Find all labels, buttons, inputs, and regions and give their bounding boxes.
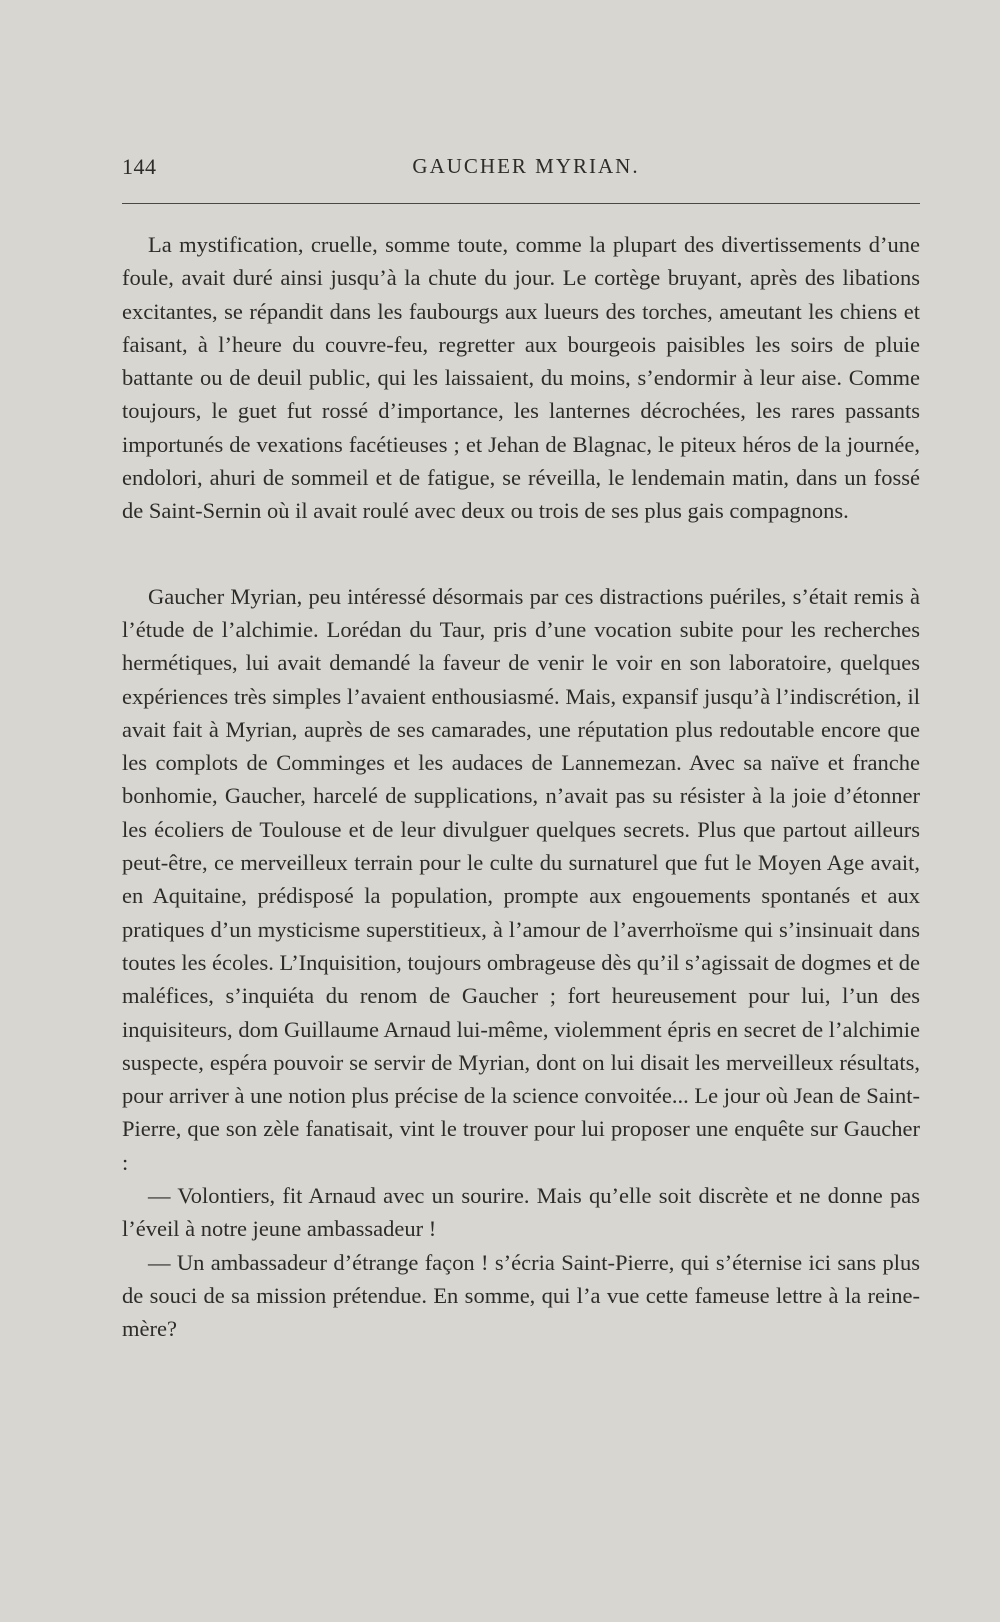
paragraph-2: Gaucher Myrian, peu intéressé désormais par ces distractions puériles, s’était remis à l’étude de l’alchimie. Lorédan du Taur, pris d’une vocation subite pour les recherches hermétiques, lui avait demandé la faveur de venir le voir en son laboratoire, quelques expériences très simples l’avaient enthousiasmé. Mais, expansif jusqu’à l’indiscrétion, il avait fait à Myrian, auprès de ses camarades, une réputation plus redoutable encore que les complots de Comminges et les audaces de Lannemezan. Avec sa naïve et franche bonhomie, Gaucher, harcelé de supplications, n’avait pas su résister à la joie d’étonner les écoliers de Toulouse et de leur divulguer quelques secrets. Plus que partout ailleurs peut-être, ce merveilleux terrain pour le culte du surnaturel que fut le Moyen Age avait, en Aquitaine, prédisposé la population, prompte aux engouements spontanés et aux pratiques d’un mysticisme superstitieux, à l’amour de l’averrhoïsme qui s’insinuait dans toutes les écoles. L’Inquisition, toujours ombrageuse dès qu’il s’agissait de dogmes et de maléfices, s’inquiéta du renom de Gaucher ; fort heureusement pour lui, l’un des inquisiteurs, dom Guillaume Arnaud lui-même, violemment épris en secret de l’alchimie suspecte, espéra pouvoir se servir de Myrian, dont on lui disait les merveilleux résultats, pour arriver à une notion plus précise de la science convoitée... Le jour où Jean de Saint-Pierre, que son zèle fanatisait, vint le trouver pour lui proposer une enquête sur Gaucher : <box>122 583 920 1175</box>
header-rule <box>122 203 920 204</box>
dialogue-line-1: — Volontiers, fit Arnaud avec un sourire. Mais qu’elle soit discrète et ne donne pas l’éveil à notre jeune ambassadeur ! <box>122 1183 920 1242</box>
dialogue-line-2: — Un ambassadeur d’étrange façon ! s’écria Saint-Pierre, qui s’éternise ici sans plus de souci de sa mission prétendue. En somme, qui l’a vue cette fameuse lettre à la reine-mère? <box>122 1249 920 1342</box>
page-number: 144 <box>122 154 157 179</box>
page-header <box>122 154 920 188</box>
page-body <box>122 228 920 1346</box>
paragraph-1: La mystification, cruelle, somme toute, comme la plupart des divertissements d’une foule, avait duré ainsi jusqu’à la chute du jour. Le cortège bruyant, après des libations excitantes, se répandit dans les faubourgs aux lueurs des torches, ameutant les chiens et faisant, à l’heure du couvre-feu, regretter aux bourgeois paisibles les soirs de pluie battante ou de deuil public, qui les laissaient, du moins, s’endormir à leur aise. Comme toujours, le guet fut rossé d’importance, les lanternes décrochées, les rares passants importunés de vexations facétieuses ; et Jehan de Blagnac, le piteux héros de la journée, endolori, ahuri de sommeil et de fatigue, se réveilla, le lendemain matin, dans un fossé de Saint-Sernin où il avait roulé avec deux ou trois de ses plus gais compagnons. <box>122 232 920 524</box>
running-title: GAUCHER MYRIAN. <box>412 154 640 178</box>
